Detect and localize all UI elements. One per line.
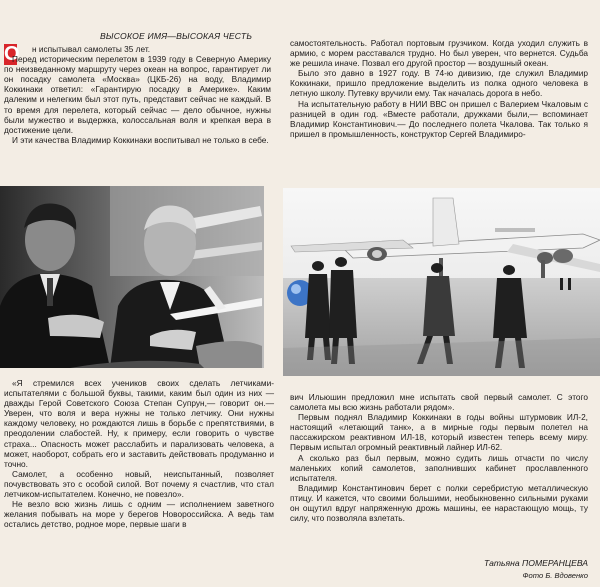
photo-portrait-with-model [0,186,264,368]
paragraph: Не везло всю жизнь лишь с одним — исполнением заветного желания побывать на море у берегов Новороссийска. А ведь там остались детство, родное море, первые шаги в [4,499,274,530]
text-column-bottom-right [290,392,588,523]
paragraph: А сколько раз был первым, можно судить лишь отчасти по числу маленьких копий самолетов, заполнивших кабинет прославленного испытателя. [290,452,588,483]
paragraph: Самолет, а особенно новый, неиспытанный, позволяет почувствовать это с особой силой. Вот почему я счастлив, что стал летчиком-испытателем. Конечно, не повезло». [4,468,274,500]
paragraph: «Я стремился всех учеников своих сделать летчиками-испытателями с большой буквы, такими, каким был один из них — дважды Герой Советского Союза Степан Супрун,— говорит он.— Уверен, что воля и вера нужны не только летчику. Они нужны каждому человеку, но рождаются лишь в борьбе с препятствиями, в преодолении слабостей. Ну, к примеру, если говорить о чувстве страха... Опасность может расслабить и парализовать человека, а может, наоборот, собрать его и заставить действовать продуманно и точно. [4,378,274,469]
paragraph: вич Ильюшин предложил мне испытать свой первый самолет. С этого самолета мы всю жизнь работали рядом». [290,392,588,413]
photo-credit: Фото Б. Вдовенко [522,571,588,580]
paragraph: Владимир Константинович берет с полки серебристую металлическую птицу. И кажется, что своими большими, необыкновенно сильными руками он ощутил вдруг напряженную дрожь машины, ее нарастающую мощь, ту силу, что позволяла взлетать. [290,482,588,524]
paragraph: И эти качества Владимир Коккинаки воспитывал не только в себе. [12,134,269,145]
paragraph: Первым поднял Владимир Коккинаки в годы войны штурмовик ИЛ-2, настоящий «летающий танк», а в мирные годы первым полетел на пассажирском реактивном ИЛ-18, который известен теперь всему миру. Первым испытал огромный реактивный лайнер ИЛ-62. [290,412,588,453]
photo-airfield-il62 [283,188,600,376]
paragraph: н испытывал самолеты 35 лет. [32,44,151,54]
text-column-top-left [4,44,271,145]
paragraph: Перед историческим перелетом в 1939 году в Северную Америку по неизведанному маршруту через океан на вопрос, гарантирует ли он посадку самолета «Москва» (ЦКБ-26) на воду, Владимир Коккинаки ответил: «Гарантирую посадку в Америке». Каким далеким и нелегким был этот путь, представит сейчас не каждый. В то время для перелета, который сейчас — дело обычное, нужны были мужество и выдержка, колоссальная воля и крепкая вера в достижение цели. [4,54,271,135]
drop-cap: О [4,43,20,65]
paragraph: На испытательную работу в НИИ ВВС он пришел с Валерием Чкаловым с разницей в один год. «Вместе работали, дружками были,— вспоминает Владимир Константинович.— До последнего полета Чкалова. Так только я пришел в промышленность, конструктор Сергей Владимиро- [290,98,588,139]
paragraph: самостоятельность. Работал портовым грузчиком. Когда уходил служить в армию, с морем расставался трудно. Но был уверен, что вернется. Судьба же решила иначе. Позвал его другой простор — воздушный океан. [290,38,588,69]
text-column-bottom-left [4,378,274,529]
article-heading: ВЫСОКОЕ ИМЯ—ВЫСОКАЯ ЧЕСТЬ [100,31,253,41]
author-name: Татьяна ПОМЕРАНЦЕВА [484,558,588,568]
text-column-top-right [290,38,588,139]
paragraph: Было это давно в 1927 году. В 74-ю дивизию, где служил Владимир Коккинаки, пришло предложение выделить из полка одного человека в летную школу. Путевку вручили ему. Так началась дорога в небо. [290,68,588,99]
